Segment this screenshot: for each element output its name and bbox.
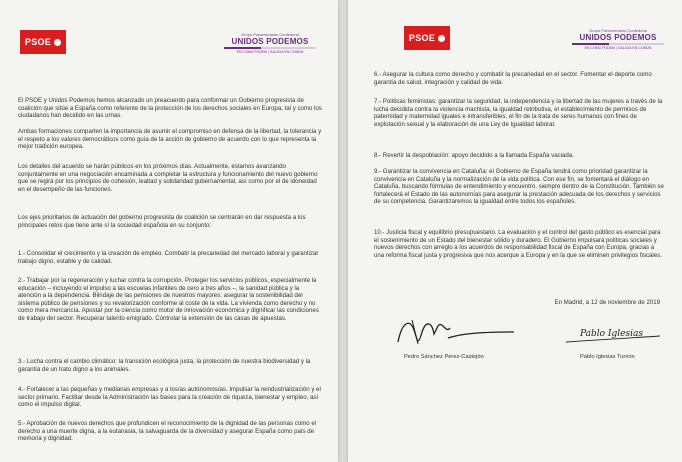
priority-item-6: 6.- Asegurar la cultura como derecho y combatir la precariedad en el sector. Fomentar el deporte como garantía de salud, integración y calidad de vida.: [374, 71, 652, 86]
signature-sanchez: [388, 312, 528, 352]
priority-item-5: 5.- Aprobación de nuevos derechos que profundicen el reconocimiento de la dignidad de las personas como el derecho a una muerte digna, a la eutanasia, la salvaguarda de la diversidad y asegurar España como país de memoria y dignidad.: [18, 420, 317, 443]
signature-iglesias: [562, 320, 662, 350]
priority-item-2: 2.- Trabajar por la regeneración y luchar contra la corrupción. Proteger los servicios públicos, especialmente la educación – incluyendo el impulso a las escuelas infantiles de cero a tres años –, la sanidad pública y la atención a la dependencia. Blindaje de las pensiones de nuestros mayores: asegurar la sostenibilidad del sistema público de pensiones y su revalorización conforme al coste de la vida. La vivienda como derecho y no como mera mercancía. Apostar por la ciencia como motor de innovación económica y dignificar las condiciones de trabajo del sector. Recuperar talento emigrado. Controlar la extensión de las casas de apuestas.: [18, 277, 319, 322]
paragraph-axes: Los ejes prioritarios de actuación del gobierno progresista de coalición se centrarán en dar respuesta a los principales retos que tiene ante sí la sociedad española en su conjunto:: [18, 214, 306, 229]
priority-item-4: 4.- Fortalecer a las pequeñas y medianas empresas y a los/as autónomos/as. Impulsar la reindustrialización y el sector primario. Facilitar desde la Administración las bases para la creación de riqueza, bienestar y empleo, así como el impulso digital.: [18, 386, 321, 409]
paragraph-intro: El PSOE y Unidos Podemos hemos alcanzado un preacuerdo para conformar un Gobierno progresista de coalición que sitúe a España como referente de la protección de los derechos sociales en Europa, tal y como los ciudadanos han decidido en las urnas.: [18, 97, 322, 120]
priority-item-3: 3.- Lucha contra el cambio climático: la transición ecológica justa, la protección de nuestra biodiversidad y la garantía de un trato digno a los animales.: [18, 358, 311, 373]
unidos-podemos-logo: Grupo Parlamentario Confederal UNIDOS PODEMOS EN COMÚ PODEM | GALICIA EN COMÚN: [572, 28, 664, 51]
psoe-logo: PSOE: [20, 30, 66, 54]
signatory-name-iglesias: Pablo Iglesias Turrión: [580, 354, 635, 360]
signatory-name-sanchez: Pedro Sánchez Pérez-Castejón: [404, 354, 484, 360]
priority-item-1: 1.- Consolidar el crecimiento y la creación de empleo. Combatir la precariedad del mercado laboral y garantizar trabajo digno, estable y de calidad.: [18, 250, 319, 265]
svg-text:Pablo Iglesias: Pablo Iglesias: [580, 329, 643, 339]
unidos-podemos-logo: Grupo Parlamentario Confederal UNIDOS PODEMOS EN COMÚ PODEM | GALICIA EN COMÚN: [224, 32, 316, 55]
psoe-logo: PSOE: [404, 26, 450, 50]
rose-icon: [438, 35, 445, 42]
paragraph-values: Ambas formaciones comparten la importancia de asumir el compromiso en defensa de la libertad, la tolerancia y el respeto a los valores democráticos como guía de la acción de gobierno de acuerdo con lo que representa la mejor tradición europea.: [18, 128, 322, 151]
priority-item-8: 8.- Revertir la despoblación: apoyo decidido a la llamada España vaciada.: [374, 152, 574, 159]
priority-item-10: 10.- Justicia fiscal y equilibrio presupuestario. La evaluación y el control del gasto público es esencial para el sostenimiento de un Estado del bienestar sólido y duradero. El Gobierno impulsará políticas sociales y nuevos derechos con arreglo a los acuerdos de responsabilidad fiscal de España con Europa, gracias a una reforma fiscal justa y progresiva que nos acerque a Europa y en la que se eliminen privilegios fiscales.: [374, 229, 662, 259]
signing-date: En Madrid, a 12 de noviembre de 2019: [554, 299, 660, 306]
paragraph-details: Los detalles del acuerdo se harán públicos en los próximos días. Actualmente, estamos avanzando conjuntamente en una negociación encaminada a completar la estructura y funcionamiento del nuevo gobierno que se regirá por los principios de cohesión, lealtad y solidaridad gubernamental, así como por el de idoneidad en el desempeño de las funciones.: [18, 163, 318, 193]
rose-icon: [54, 39, 61, 46]
priority-item-9: 9.- Garantizar la convivencia en Cataluña: el Gobierno de España tendrá como prioridad garantizar la convivencia en Cataluña y la normalización de la vida política. Con ese fin, se fomentará el diálogo en Cataluña, buscando fórmulas de entendimiento y encuentro, siempre dentro de la Constitución. También se fortalecerá el Estado de las autonomías para asegurar la prestación adecuada de los derechos y servicios de su competencia. Garantizaremos la igualdad entre todos los españoles.: [374, 168, 664, 206]
document-page-left: [0, 0, 338, 462]
priority-item-7: 7.- Políticas feministas: garantizar la seguridad, la independencia y la libertad de las mujeres a través de la lucha decidida contra la violencia machista, la igualdad retributiva, el establecimiento de permisos de paternidad y maternidad iguales e intransferibles, el fin de la trata de seres humanos con fines de explotación sexual y la elaboración de una Ley de Igualdad laboral.: [374, 98, 663, 128]
document-page-right: [348, 0, 682, 462]
